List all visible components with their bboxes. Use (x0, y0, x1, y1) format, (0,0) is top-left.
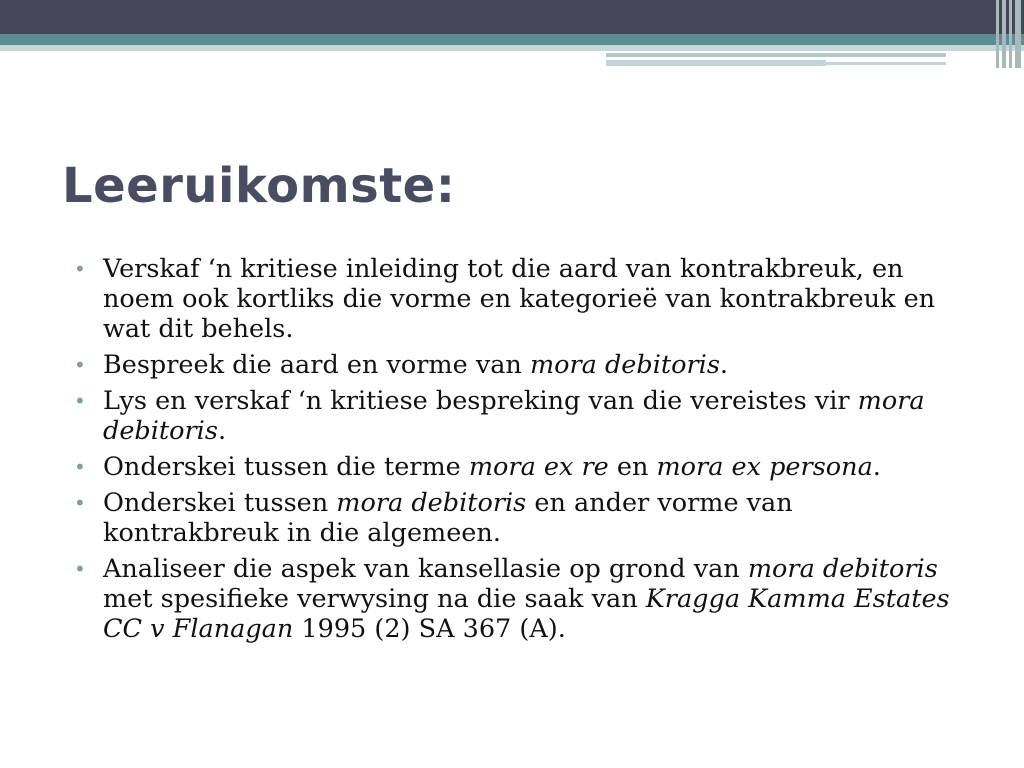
bullet-dot-icon: • (74, 455, 86, 479)
bullet-text: met spesifieke verwysing na die saak van (103, 584, 646, 614)
bullet-dot-icon: • (74, 557, 86, 581)
bullet-text-italic: mora debitoris (103, 386, 925, 446)
bullet-list (74, 254, 974, 650)
header-accent-line (606, 53, 946, 57)
bullet-text-italic: mora debitoris (336, 488, 527, 518)
bullet-text-italic: mora ex persona (656, 452, 873, 482)
bullet-dot-icon: • (74, 257, 86, 281)
bullet-text: Onderskei tussen die terme (103, 452, 469, 482)
bullet-text-italic: Kragga Kamma Estates CC v Flanagan (103, 584, 950, 644)
slide-title: Leeruikomste: (62, 158, 456, 214)
bullet-dot-icon: • (74, 353, 86, 377)
header-band-dark (0, 0, 1024, 34)
bullet-text: . (872, 452, 881, 482)
bullet-text: en (608, 452, 657, 482)
bullet-text: en ander vorme van kontrakbreuk in die algemeen. (103, 488, 793, 548)
bullet-item (74, 386, 974, 446)
bullet-text: Bespreek die aard en vorme van (103, 350, 530, 380)
bullet-item (74, 254, 974, 344)
bullet-text-italic: mora ex re (468, 452, 609, 482)
bullet-text: 1995 (2) SA 367 (A). (293, 614, 566, 644)
bullet-item (74, 452, 974, 482)
header-right-stripes (994, 0, 1024, 68)
bullet-text: Lys en verskaf ‘n kritiese bespreking van die vereistes vir (103, 386, 858, 416)
bullet-dot-icon: • (74, 491, 86, 515)
bullet-text: . (719, 350, 729, 380)
stripe (996, 0, 999, 68)
stripe (1009, 0, 1012, 68)
bullet-item (74, 350, 974, 380)
bullet-item (74, 488, 974, 548)
bullet-text: Onderskei tussen (103, 488, 337, 518)
bullet-item (74, 554, 974, 644)
bullet-text: . (217, 416, 227, 446)
header-accent-line (826, 62, 946, 65)
header-band-light (0, 45, 1024, 51)
bullet-text: Verskaf ‘n kritiese inleiding tot die aard van kontrakbreuk, en noem ook kortliks die vorme en kategorieë van kontrakbreuk en wat dit behels. (103, 254, 936, 344)
header-band-teal (0, 34, 1024, 45)
header-accent-line (606, 60, 826, 66)
bullet-text-italic: mora debitoris (529, 350, 720, 380)
bullet-text-italic: mora debitoris (747, 554, 938, 584)
stripe (1002, 0, 1006, 68)
bullet-text: Analiseer die aspek van kansellasie op grond van (103, 554, 748, 584)
stripe (1015, 0, 1021, 68)
bullet-dot-icon: • (74, 389, 86, 413)
